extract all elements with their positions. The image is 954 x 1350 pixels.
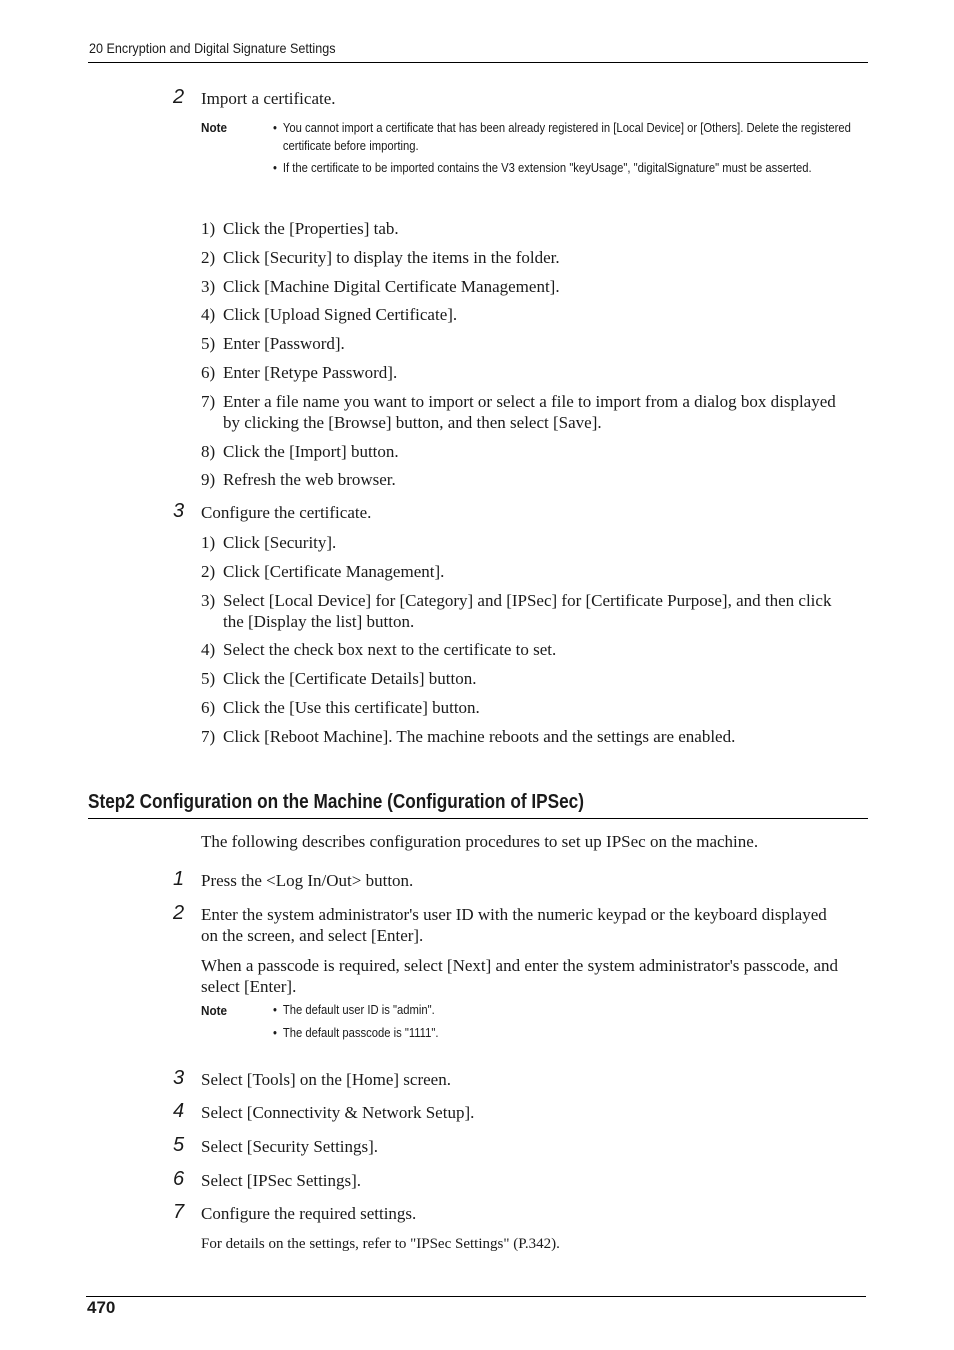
- note-text: The default passcode is "1111".: [282, 1026, 439, 1040]
- step-number: 1: [173, 868, 185, 890]
- substep-text: Click [Security].: [223, 533, 337, 552]
- substep-text: Click the [Certificate Details] button.: [223, 669, 477, 688]
- substep-text: Click [Certificate Management].: [223, 562, 445, 581]
- substep-text: Select [Local Device] for [Category] and [IPSec] for [Certificate Purpose], and then click the [Display the list] button.: [223, 591, 832, 631]
- step-text: Select [Tools] on the [Home] screen.: [201, 1070, 451, 1089]
- footer-rule: [86, 1296, 866, 1297]
- bullet-mark: •: [273, 1003, 277, 1017]
- substep-text: Click the [Import] button.: [223, 442, 399, 461]
- substep-text: Click [Machine Digital Certificate Management].: [223, 277, 560, 296]
- substep-text: Click [Reboot Machine]. The machine reboots and the settings are enabled.: [223, 727, 736, 746]
- substep-number: 1): [201, 533, 216, 552]
- substep-number: 6): [201, 698, 216, 717]
- step-text: Press the <Log In/Out> button.: [201, 871, 414, 890]
- step-text: Import a certificate.: [201, 89, 336, 108]
- section-title: Step2 Configuration on the Machine (Configuration of IPSec): [88, 791, 584, 813]
- header-rule: [88, 62, 868, 63]
- step-text: Select [Connectivity & Network Setup].: [201, 1103, 475, 1122]
- section-intro: The following describes configuration procedures to set up IPSec on the machine.: [201, 832, 759, 851]
- step-extra: For details on the settings, refer to "IPSec Settings" (P.342).: [201, 1236, 560, 1252]
- bullet-mark: •: [273, 1026, 277, 1040]
- substep-number: 2): [201, 562, 216, 581]
- step-number: 2: [173, 86, 185, 108]
- note-label: Note: [201, 120, 228, 135]
- bullet-mark: •: [273, 121, 277, 135]
- substep-number: 2): [201, 248, 216, 267]
- substep-text: Click the [Properties] tab.: [223, 219, 399, 238]
- step-number: 3: [173, 500, 185, 522]
- substep-number: 7): [201, 727, 216, 746]
- page-number: 470: [87, 1298, 116, 1317]
- substep-number: 3): [201, 277, 216, 296]
- step-extra: When a passcode is required, select [Next] and enter the system administrator's passcode, and select [Enter].: [201, 956, 839, 996]
- note-label: Note: [201, 1003, 228, 1018]
- substep-text: Click the [Use this certificate] button.: [223, 698, 480, 717]
- step-text: Enter the system administrator's user ID with the numeric keypad or the keyboard displayed on the screen, and select [Enter].: [201, 905, 827, 945]
- substep-text: Click [Upload Signed Certificate].: [223, 305, 458, 324]
- substep-number: 6): [201, 363, 216, 382]
- bullet-mark: •: [273, 161, 277, 175]
- substep-number: 9): [201, 470, 216, 489]
- substep-number: 8): [201, 442, 216, 461]
- section-rule: [88, 818, 868, 819]
- step-number: 5: [173, 1134, 185, 1156]
- substep-number: 5): [201, 334, 216, 353]
- substep-number: 5): [201, 669, 216, 688]
- step-text: Select [Security Settings].: [201, 1137, 379, 1156]
- note-text: If the certificate to be imported contains the V3 extension "keyUsage", "digitalSignature" must be asserted.: [282, 161, 812, 175]
- step-number: 7: [173, 1201, 185, 1223]
- substep-text: Enter [Password].: [223, 334, 345, 353]
- step-number: 3: [173, 1067, 185, 1089]
- step-number: 2: [173, 902, 185, 924]
- note-bullet: [273, 159, 867, 197]
- substep-text: Select the check box next to the certificate to set.: [223, 640, 557, 659]
- substep-number: 3): [201, 591, 216, 610]
- substep-number: 1): [201, 219, 216, 238]
- running-header: 20 Encryption and Digital Signature Settings: [89, 40, 336, 56]
- substep-text: Enter [Retype Password].: [223, 363, 398, 382]
- step-text: Configure the required settings.: [201, 1204, 417, 1223]
- substep-number: 4): [201, 305, 216, 324]
- note-text: The default user ID is "admin".: [282, 1003, 435, 1017]
- step-number: 6: [173, 1168, 185, 1190]
- note-bullet: [273, 1024, 867, 1042]
- substep-text: Click [Security] to display the items in the folder.: [223, 248, 560, 267]
- step-text: Configure the certificate.: [201, 503, 372, 522]
- note-bullet: [273, 119, 867, 157]
- note-bullet: [273, 1001, 867, 1019]
- note-text: You cannot import a certificate that has been already registered in [Local Device] or [Others]. Delete the registered certificate before importing.: [282, 121, 851, 153]
- substep-text: Enter a file name you want to import or select a file to import from a dialog box displayed by clicking the [Browse] button, and then select [Save].: [223, 392, 836, 432]
- substep-number: 4): [201, 640, 216, 659]
- step-number: 4: [173, 1100, 185, 1122]
- substep-number: 7): [201, 392, 216, 411]
- substep-text: Refresh the web browser.: [223, 470, 396, 489]
- step-text: Select [IPSec Settings].: [201, 1171, 362, 1190]
